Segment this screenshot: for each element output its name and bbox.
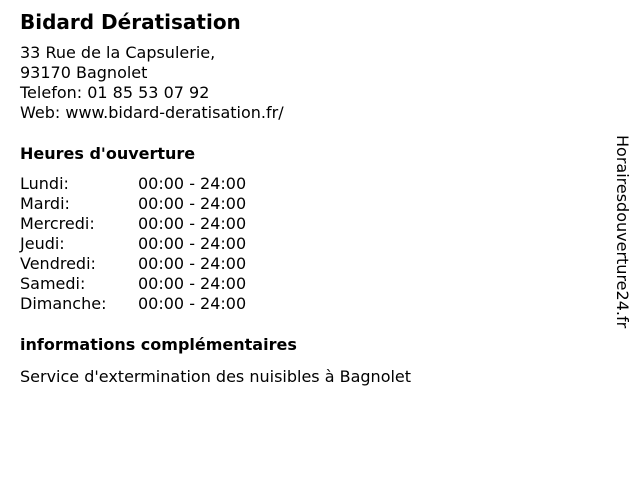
contact-block	[20, 43, 600, 123]
day-label: Lundi:	[20, 174, 69, 193]
phone-number: Telefon: 01 85 53 07 92	[20, 83, 210, 102]
day-label: Vendredi:	[20, 254, 96, 273]
business-card	[20, 10, 600, 387]
hours-row-friday	[20, 254, 600, 274]
additional-info-heading: informations complémentaires	[20, 335, 297, 354]
time-range: 00:00 - 24:00	[138, 234, 247, 253]
website: Web: www.bidard-deratisation.fr/	[20, 103, 284, 122]
site-watermark: Horairesdouverture24.fr	[613, 135, 632, 329]
hours-row-saturday	[20, 274, 600, 294]
day-label: Dimanche:	[20, 294, 107, 313]
address-line-2: 93170 Bagnolet	[20, 63, 148, 82]
time-range: 00:00 - 24:00	[138, 174, 247, 193]
time-range: 00:00 - 24:00	[138, 254, 247, 273]
additional-info-text: Service d'extermination des nuisibles à Bagnolet	[20, 367, 412, 386]
day-label: Mardi:	[20, 194, 70, 213]
time-range: 00:00 - 24:00	[138, 274, 247, 293]
opening-hours-table	[20, 174, 600, 314]
hours-row-tuesday	[20, 194, 600, 214]
address-line-1: 33 Rue de la Capsulerie,	[20, 43, 216, 62]
time-range: 00:00 - 24:00	[138, 214, 247, 233]
day-label: Jeudi:	[20, 234, 65, 253]
opening-hours-heading: Heures d'ouverture	[20, 144, 196, 163]
day-label: Mercredi:	[20, 214, 95, 233]
hours-row-thursday	[20, 234, 600, 254]
day-label: Samedi:	[20, 274, 86, 293]
time-range: 00:00 - 24:00	[138, 294, 247, 313]
business-name: Bidard Dératisation	[20, 10, 241, 34]
hours-row-monday	[20, 174, 600, 194]
time-range: 00:00 - 24:00	[138, 194, 247, 213]
hours-row-sunday	[20, 294, 600, 314]
hours-row-wednesday	[20, 214, 600, 234]
